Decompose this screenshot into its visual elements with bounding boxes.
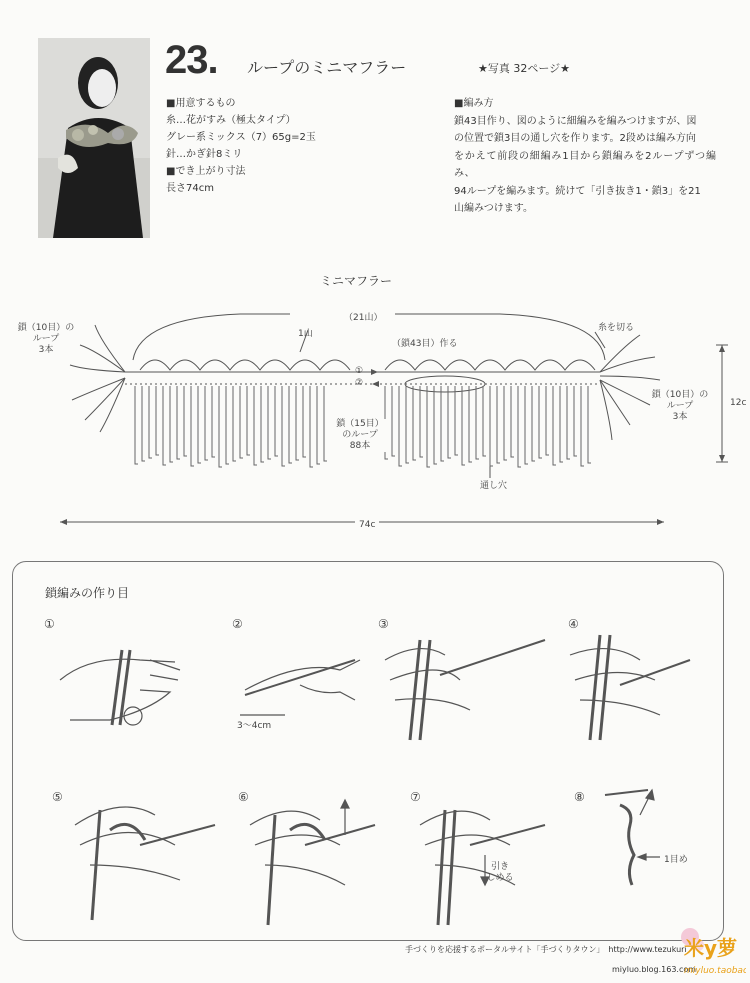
label-line: 鎖（10目）の — [651, 390, 709, 400]
fringe-loop — [532, 386, 535, 461]
label-cut-yarn: 糸を切る — [598, 323, 635, 333]
fringe-loop — [191, 386, 194, 466]
materials-line: ■でき上がり寸法 — [166, 166, 246, 177]
fringe-loop — [399, 386, 402, 466]
fringe-loop — [448, 386, 451, 458]
fringe-loop — [170, 386, 173, 462]
fringe-loop — [476, 386, 479, 459]
label-1-yama: 1山 — [298, 329, 313, 339]
fringe-loop — [420, 386, 423, 457]
label-21-yama: （21山） — [344, 313, 383, 323]
hand-illustration — [245, 660, 360, 700]
step-number: ③ — [378, 617, 389, 631]
fringe-loop — [184, 386, 187, 456]
instructions-line: の位置で鎖3目の通し穴を作ります。2段めは編み方向 — [454, 133, 696, 144]
pattern-number: 23. — [165, 38, 218, 82]
watermark-logo — [676, 925, 746, 977]
fringe-loop — [296, 386, 299, 460]
tutorial-illustrations — [0, 600, 750, 940]
label-height: 12c — [730, 398, 747, 408]
label-line: のループ — [342, 430, 378, 440]
photo-page-reference: ★写真 32ページ★ — [478, 62, 570, 75]
fringe-loop — [317, 386, 320, 464]
watermark-text: 米y萝 — [684, 936, 738, 960]
note-size: 3～4cm — [237, 721, 272, 731]
fringe-loop — [205, 386, 208, 460]
label-line: 鎖（15目） — [336, 419, 384, 429]
step-number: ② — [232, 617, 243, 631]
pattern-title: ループのミニマフラー — [247, 58, 407, 77]
fringe-loop — [567, 386, 570, 459]
fringe-loop — [254, 386, 257, 465]
fringe-loop — [233, 386, 236, 461]
instructions-line: 山編みつけます。 — [454, 203, 533, 214]
label-line: ループ — [32, 334, 60, 344]
fringe-loop — [226, 386, 229, 464]
step-number: ⑥ — [238, 790, 249, 804]
footer-blog-link[interactable]: miyluo.blog.163.com — [612, 965, 697, 974]
label-row-1: ① — [355, 366, 364, 376]
fringe-loop — [441, 386, 444, 461]
label-through-hole: 通し穴 — [480, 481, 508, 491]
label-right-loops — [648, 390, 712, 423]
step-number: ④ — [568, 617, 579, 631]
label-row-2: ② — [355, 378, 364, 388]
label-left-loops — [14, 323, 78, 356]
fringe-loop — [303, 386, 306, 457]
hand-illustration — [75, 807, 180, 880]
fringe-loop — [462, 386, 465, 465]
fringe-loop — [142, 386, 145, 461]
fringe-loop — [511, 386, 514, 457]
materials-line: 長さ74cm — [166, 183, 214, 194]
fringe-loop — [539, 386, 542, 458]
fringe-loop — [289, 386, 292, 463]
fringe-loop — [434, 386, 437, 464]
step-number: ⑧ — [574, 790, 585, 804]
fringe-loop — [525, 386, 528, 464]
fringe-loop — [518, 386, 521, 467]
fringe-loop — [275, 386, 278, 456]
fringe-loop — [212, 386, 215, 457]
diagram-title: ミニマフラー — [320, 274, 393, 288]
fringe-loop — [469, 386, 472, 462]
fringe-loop — [247, 386, 250, 455]
fringe-loop — [177, 386, 180, 459]
fringe-loop — [574, 386, 577, 456]
fringe-loop — [504, 386, 507, 460]
fringe-loop — [581, 386, 584, 466]
note-pull-tight — [480, 862, 520, 884]
fringe-loop — [261, 386, 264, 462]
fringe-loop — [497, 386, 500, 463]
materials-line: 針…かぎ針8ミリ — [166, 149, 243, 160]
fringe-loop — [240, 386, 243, 458]
label-line: 3本 — [38, 345, 54, 355]
materials-line: グレー系ミックス（7）65g=2玉 — [166, 132, 316, 143]
label-line: 88本 — [349, 441, 371, 451]
label-middle-loops — [330, 419, 390, 452]
fringe-loop — [483, 386, 486, 456]
fringe-loop — [427, 386, 430, 467]
fringe-loop — [490, 386, 493, 466]
fringe-loop — [268, 386, 271, 459]
note-line: 引き — [490, 862, 509, 872]
footer-portal-text: 手づくりを応援するポータルサイト「手づくりタウン」 http://www.tezukuri — [405, 945, 687, 954]
note-first-stitch: 1目め — [664, 855, 688, 865]
step-number: ⑤ — [52, 790, 63, 804]
fringe-loop — [560, 386, 563, 462]
hand-illustration — [570, 649, 660, 715]
instructions-line: 鎖43目作り、図のように細編みを編みつけますが、図 — [454, 115, 697, 127]
fringe-loop — [219, 386, 222, 467]
label-length: 74c — [355, 520, 379, 530]
step-number: ① — [44, 617, 55, 631]
instructions-line: をかえて前段の細編み1目から鎖編みを2ループずつ編み、 — [454, 150, 716, 179]
fringe-loop — [282, 386, 285, 466]
fringe-loop — [546, 386, 549, 455]
hand-illustration — [250, 811, 345, 885]
label-chain-43: （鎖43目）作る — [392, 339, 458, 349]
fringe-loop — [455, 386, 458, 455]
label-line: 鎖（10目）の — [17, 323, 75, 333]
tutorial-title: 鎖編みの作り目 — [45, 586, 130, 600]
yarn-ball-illustration — [124, 707, 142, 725]
fringe-loop — [156, 386, 159, 455]
fringe-loop — [413, 386, 416, 460]
label-line: ループ — [666, 401, 694, 411]
fringe-loop — [149, 386, 152, 458]
fringe-loop — [588, 386, 591, 463]
instructions-line: 94ループを編みます。続けて「引き抜き1・鎖3」を21 — [454, 185, 701, 197]
fringe-loop — [198, 386, 201, 463]
fringe-loop — [310, 386, 313, 467]
instructions-heading: ■編み方 — [454, 98, 494, 109]
fringe-loop — [406, 386, 409, 463]
note-line: しめる — [486, 873, 514, 883]
materials-line: 糸…花がすみ（極太タイプ） — [166, 115, 296, 126]
fringe-loop — [163, 386, 166, 465]
fringe-loop — [392, 386, 395, 456]
step-number: ⑦ — [410, 790, 421, 804]
fringe-loop — [324, 386, 327, 461]
watermark-subtext: miyluo.taobao — [684, 966, 746, 976]
fringe-loop — [135, 386, 138, 464]
label-line: 3本 — [672, 412, 688, 422]
fringe-loop — [553, 386, 556, 465]
materials-line: ■用意するもの — [166, 98, 236, 109]
